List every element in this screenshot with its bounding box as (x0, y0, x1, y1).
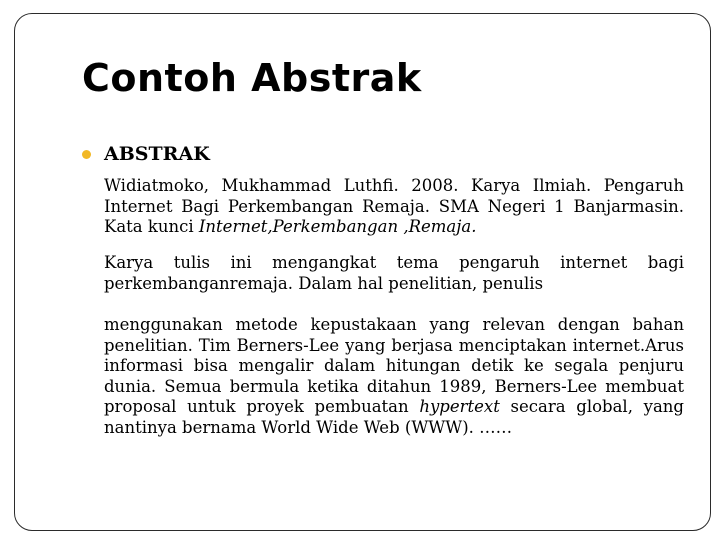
bullet-item-abstrak (82, 143, 210, 165)
hypertext-term: hypertext (419, 397, 500, 416)
abstract-body-paragraph-line1 (104, 253, 684, 294)
abstract-body-paragraph (104, 315, 684, 438)
abstract-heading: ABSTRAK (104, 143, 210, 165)
abstract-citation-paragraph (104, 176, 684, 238)
body-text-end: secara global, yang nantinya bernama World Wide Web (WWW). …… (104, 397, 684, 437)
citation-text: Widiatmoko, Mukhammad Luthfi. 2008. Karya Ilmiah. Pengaruh Internet Bagi Perkembangan Remaja. SMA Negeri 1 Banjarmasin. Kata kunci (104, 176, 684, 236)
bullet-dot-icon (82, 150, 91, 159)
slide-title: Contoh Abstrak (82, 56, 422, 100)
keywords-text: Internet,Perkembangan ,Remaja. (198, 217, 477, 236)
body-text: menggunakan metode kepustakaan yang relevan dengan bahan penelitian. Tim Berners-Lee yang berjasa menciptakan internet.Arus informasi bisa mengalir dalam hitungan detik ke segala penjuru dunia. Semua bermula ketika ditahun 1989, Berners-Lee membuat proposal untuk proyek pembuatan (104, 315, 684, 416)
body-text-line1: Karya tulis ini mengangkat tema pengaruh internet bagi perkembanganremaja. Dalam hal penelitian, penulis (104, 253, 684, 293)
